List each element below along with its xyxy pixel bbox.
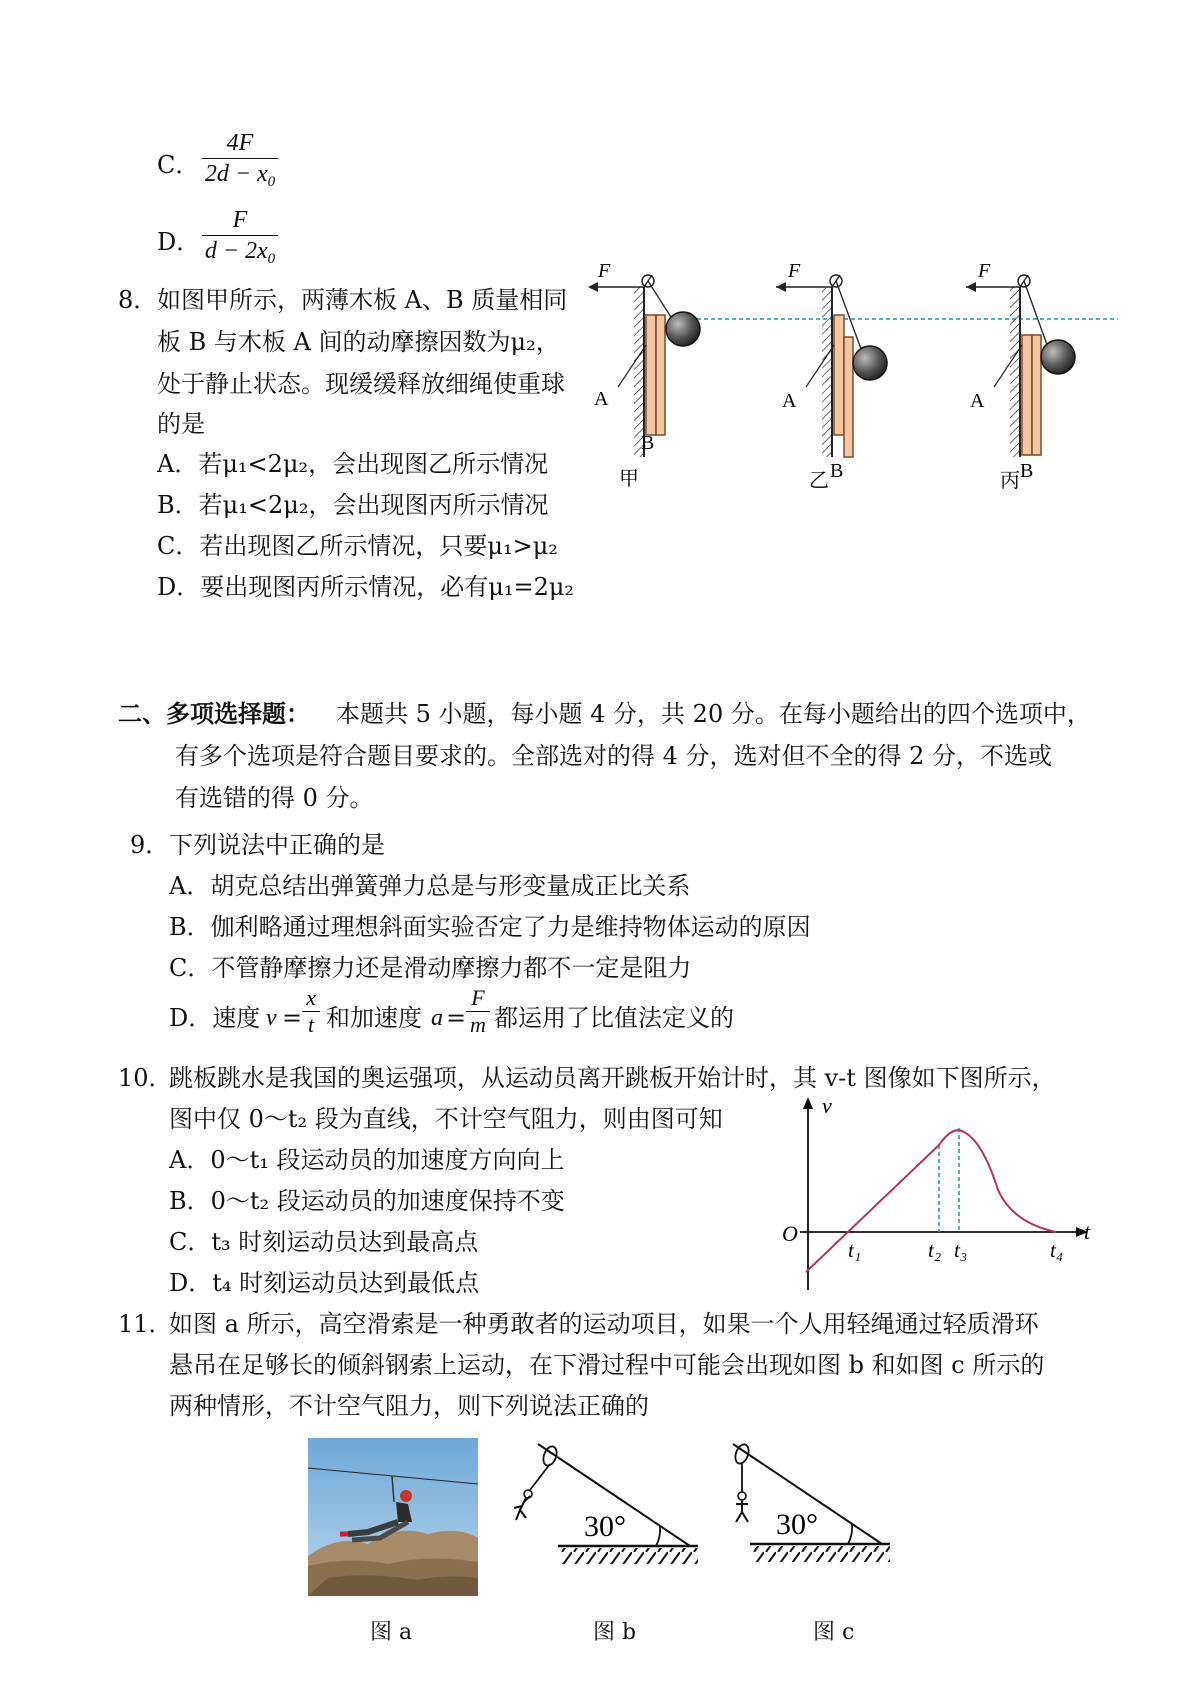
q10-stem-line-1: 跳板跳水是我国的奥运强项，从运动员离开跳板开始计时，其 v-t 图像如下图所示，: [169, 1064, 1056, 1092]
panel-bing: [966, 275, 1075, 457]
q10-option-a: A．0～t₁ 段运动员的加速度方向向上: [169, 1146, 565, 1174]
q7-option-c-fraction: [202, 128, 278, 189]
q9-option-d-label: D．速度: [169, 1004, 261, 1032]
label-b-bing: B: [1020, 460, 1034, 482]
q10-option-c: C．t₃ 时刻运动员达到最高点: [169, 1228, 479, 1256]
q9-d-t: t: [307, 1012, 315, 1037]
q9-d-x: x: [306, 985, 316, 1010]
q7-option-c-label: C．: [157, 151, 200, 179]
t4-label: t₄: [1050, 1238, 1064, 1262]
figure-b: [514, 1444, 698, 1564]
q8-figure: [580, 245, 1140, 495]
q9-d-m: m: [470, 1012, 486, 1037]
caption-figure-a: 图 a: [370, 1620, 413, 1645]
angle-label-b: 30°: [584, 1510, 626, 1543]
q8-option-d: D．要出现图丙所示情况，必有μ₁=2μ₂: [157, 573, 575, 601]
q9-d-a: a: [431, 1005, 443, 1031]
label-a-bing: A: [970, 390, 985, 412]
q8-option-a: A．若μ₁<2μ₂，会出现图乙所示情况: [157, 450, 549, 478]
q7-d-numerator: F: [232, 207, 248, 233]
q10-option-b: B．0～t₂ 段运动员的加速度保持不变: [169, 1187, 565, 1215]
q10-option-d: D．t₄ 时刻运动员达到最低点: [169, 1269, 480, 1297]
q11-stem-line-1: 如图 a 所示，高空滑索是一种勇敢者的运动项目，如果一个人用轻绳通过轻质滑环: [169, 1310, 1039, 1338]
force-label-bing: F: [978, 260, 991, 282]
q8-stem-line-1: 如图甲所示，两薄木板 A、B 质量相同: [157, 286, 568, 314]
q9-d-v: v: [266, 1005, 277, 1031]
q8-stem-line-3: 处于静止状态。现缓缓释放细绳使重球: [157, 370, 565, 398]
q7-option-d-label: D．: [157, 228, 201, 256]
q9-stem: 下列说法中正确的是: [169, 831, 385, 859]
q10-stem-line-2: 图中仅 0～t₂ 段为直线，不计空气阻力，则由图可知: [169, 1105, 723, 1133]
q9-d-eq: =: [282, 1004, 303, 1032]
label-a-jia: A: [594, 388, 609, 410]
caption-yi: 乙: [809, 468, 829, 492]
q9-option-a: A．胡克总结出弹簧弹力总是与形变量成正比关系: [169, 872, 691, 900]
caption-figure-b: 图 b: [593, 1620, 637, 1645]
label-a-yi: A: [782, 390, 797, 412]
q7-c-numerator: 4F: [226, 130, 254, 156]
section-2-desc-3: 有选错的得 0 分。: [175, 784, 374, 812]
q8-stem-line-4: 的是: [157, 410, 205, 438]
caption-jia: 甲: [619, 466, 639, 490]
v-axis-label: v: [822, 1093, 832, 1118]
q9-number: 9．: [130, 831, 170, 859]
caption-bing: 丙: [1000, 468, 1020, 492]
q11-stem-line-2: 悬吊在足够长的倾斜钢索上运动，在下滑过程中可能会出现如图 b 和如图 c 所示的: [169, 1351, 1045, 1379]
origin-label: O: [782, 1221, 798, 1246]
figure-a-zipline-photo: [308, 1438, 478, 1596]
q9-d-f: F: [471, 985, 485, 1010]
t3-label: t₃: [954, 1238, 968, 1262]
q9-d-eq-2: =: [446, 1004, 467, 1032]
q8-stem-line-2: 板 B 与木板 A 间的动摩擦因数为μ₂，: [157, 328, 560, 356]
q9-d-fraction-x-t: [302, 985, 320, 1038]
panel-jia: [588, 275, 700, 457]
t-axis-label: t: [1084, 1219, 1091, 1244]
q11-figures-bc: [488, 1440, 908, 1600]
angle-label-c: 30°: [776, 1508, 818, 1541]
section-2-title: 二、多项选择题：: [118, 700, 310, 728]
t2-label: t₂: [928, 1238, 942, 1262]
q8-option-c: C．若出现图乙所示情况，只要μ₁>μ₂: [157, 532, 558, 560]
q8-number: 8．: [118, 286, 158, 314]
label-b-jia: B: [641, 432, 655, 454]
q11-stem-line-3: 两种情形，不计空气阻力，则下列说法正确的: [169, 1392, 649, 1420]
caption-figure-c: 图 c: [813, 1620, 855, 1645]
q9-d-fraction-f-m: [466, 985, 490, 1038]
q9-option-c: C．不管静摩擦力还是滑动摩擦力都不一定是阻力: [169, 954, 692, 982]
q9-d-tail: 都运用了比值法定义的: [494, 1004, 734, 1032]
q8-option-b: B．若μ₁<2μ₂，会出现图丙所示情况: [157, 491, 549, 519]
label-b-yi: B: [830, 460, 844, 482]
q7-option-d-fraction: [202, 205, 278, 266]
figure-c: [733, 1443, 890, 1562]
force-label-yi: F: [788, 260, 801, 282]
panel-yi: [776, 275, 887, 457]
t1-label: t₁: [848, 1238, 862, 1262]
q10-number: 10．: [118, 1064, 173, 1092]
q7-d-denominator: $d - 2x_0$: [204, 238, 276, 267]
q10-vt-graph: [778, 1095, 1108, 1295]
q9-option-b: B．伽利略通过理想斜面实验否定了力是维持物体运动的原因: [169, 913, 811, 941]
section-2-desc-1: 本题共 5 小题，每小题 4 分，共 20 分。在每小题给出的四个选项中，: [336, 700, 1091, 728]
section-2-desc-2: 有多个选项是符合题目要求的。全部选对的得 4 分，选对但不全的得 2 分，不选或: [175, 742, 1053, 770]
force-label-jia: F: [598, 260, 611, 282]
q11-number: 11．: [118, 1310, 173, 1338]
q7-c-denominator: $2d - x_0$: [204, 161, 276, 190]
v-axis-arrow: [803, 1097, 813, 1109]
q9-d-mid: 和加速度: [326, 1004, 422, 1032]
